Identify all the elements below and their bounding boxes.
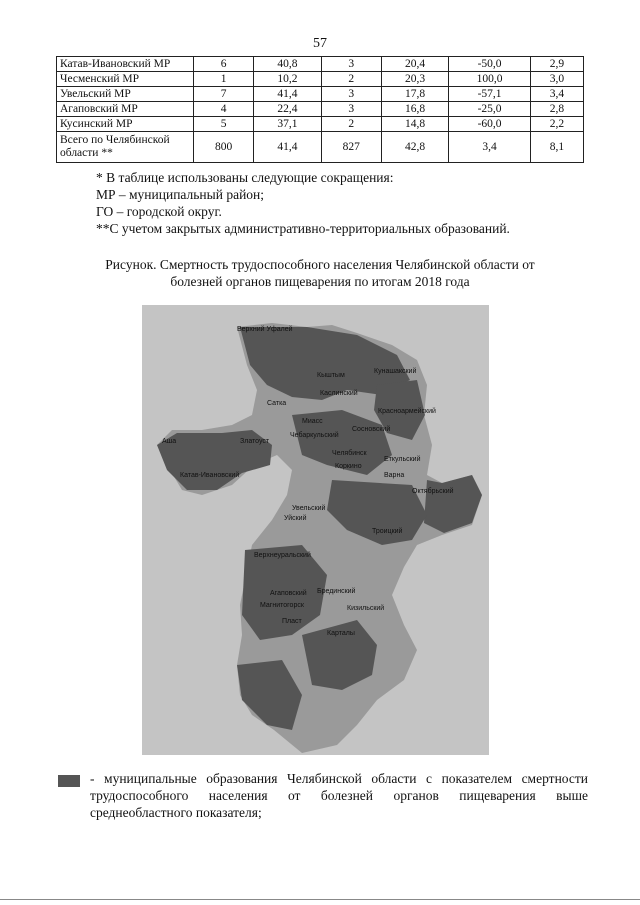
- map-label: Карталы: [327, 630, 355, 637]
- map-label: Пласт: [282, 618, 302, 625]
- map-label: Уйский: [284, 515, 307, 522]
- district-name-cell: Агаповский МР: [57, 102, 194, 117]
- map-label: Аша: [162, 438, 177, 445]
- map-label: Катав-Ивановский: [180, 472, 240, 479]
- value-cell: 2,2: [530, 117, 583, 132]
- region-map: [142, 305, 489, 755]
- map-label: Коркино: [335, 463, 362, 470]
- value-cell: 41,4: [254, 132, 321, 163]
- region-map-svg: [142, 305, 489, 755]
- district-east: [424, 475, 482, 533]
- map-label: Кизильский: [347, 605, 385, 612]
- map-label: Агаповский: [270, 590, 307, 597]
- value-cell: -60,0: [449, 117, 531, 132]
- district-name-cell: Всего по Челябинской области **: [57, 132, 194, 163]
- value-cell: 6: [194, 57, 254, 72]
- note-closed-territories: **С учетом закрытых административно-территориальных образований.: [96, 221, 510, 236]
- map-label: Увельский: [292, 505, 326, 512]
- value-cell: -25,0: [449, 102, 531, 117]
- map-label: Троицкий: [372, 528, 403, 535]
- map-label: Каслинский: [320, 390, 358, 397]
- value-cell: 800: [194, 132, 254, 163]
- legend-description: - муниципальные образования Челябинской области с показателем смертности трудоспособного населения от болезней органов пищеварения выше среднеобластного показателя;: [90, 771, 588, 820]
- table-total-row: [57, 132, 584, 163]
- table-row: [57, 102, 584, 117]
- map-label: Брединский: [317, 588, 356, 595]
- note-abbreviations: * В таблице использованы следующие сокращения:: [96, 170, 394, 185]
- table-row: [57, 57, 584, 72]
- value-cell: 20,4: [381, 57, 448, 72]
- footer-rule: [0, 899, 640, 900]
- value-cell: 2: [321, 117, 381, 132]
- value-cell: 22,4: [254, 102, 321, 117]
- district-name-cell: Катав-Ивановский МР: [57, 57, 194, 72]
- value-cell: 41,4: [254, 87, 321, 102]
- map-label: Октябрьский: [412, 488, 454, 495]
- mortality-table: [56, 56, 584, 163]
- map-label: Верхний Уфалей: [237, 326, 293, 333]
- map-label: Чебаркульский: [290, 432, 339, 439]
- value-cell: 3,0: [530, 72, 583, 87]
- caption-line-1: Рисунок. Смертность трудоспособного населения Челябинской области от: [105, 257, 535, 272]
- value-cell: 4: [194, 102, 254, 117]
- map-label: Верхнеуральский: [254, 552, 311, 559]
- map-label: Златоуст: [240, 438, 270, 445]
- value-cell: 8,1: [530, 132, 583, 163]
- map-label: Магнитогорск: [260, 602, 304, 609]
- value-cell: 42,8: [381, 132, 448, 163]
- value-cell: 2,8: [530, 102, 583, 117]
- value-cell: 3: [321, 102, 381, 117]
- table-row: [57, 87, 584, 102]
- value-cell: 7: [194, 87, 254, 102]
- map-label: Кунашакский: [374, 368, 417, 375]
- value-cell: 16,8: [381, 102, 448, 117]
- table-row: [57, 72, 584, 87]
- figure-caption: [50, 256, 590, 290]
- value-cell: 5: [194, 117, 254, 132]
- value-cell: 827: [321, 132, 381, 163]
- map-label: Красноармейский: [378, 408, 436, 415]
- value-cell: 17,8: [381, 87, 448, 102]
- value-cell: 3,4: [449, 132, 531, 163]
- value-cell: 2,9: [530, 57, 583, 72]
- map-label: Кыштым: [317, 372, 345, 379]
- value-cell: 1: [194, 72, 254, 87]
- value-cell: 14,8: [381, 117, 448, 132]
- value-cell: 3: [321, 87, 381, 102]
- district-name-cell: Увельский МР: [57, 87, 194, 102]
- table-row: [57, 117, 584, 132]
- map-label: Миасс: [302, 418, 323, 425]
- value-cell: 3,4: [530, 87, 583, 102]
- value-cell: 10,2: [254, 72, 321, 87]
- value-cell: 3: [321, 57, 381, 72]
- map-label: Варна: [384, 472, 405, 479]
- note-go: ГО – городской округ.: [96, 204, 222, 219]
- page-number: 57: [313, 36, 327, 51]
- district-name-cell: Чесменский МР: [57, 72, 194, 87]
- legend-swatch: [58, 775, 80, 787]
- map-label: Сосновский: [352, 426, 391, 433]
- map-label: Еткульский: [384, 456, 421, 463]
- value-cell: 40,8: [254, 57, 321, 72]
- map-label: Челябинск: [332, 450, 367, 457]
- value-cell: 2: [321, 72, 381, 87]
- value-cell: 37,1: [254, 117, 321, 132]
- value-cell: -50,0: [449, 57, 531, 72]
- map-label: Сатка: [267, 400, 287, 407]
- district-name-cell: Кусинский МР: [57, 117, 194, 132]
- value-cell: -57,1: [449, 87, 531, 102]
- value-cell: 100,0: [449, 72, 531, 87]
- value-cell: 20,3: [381, 72, 448, 87]
- note-mr: МР – муниципальный район;: [96, 187, 265, 202]
- caption-line-2: болезней органов пищеварения по итогам 2018 года: [170, 274, 470, 289]
